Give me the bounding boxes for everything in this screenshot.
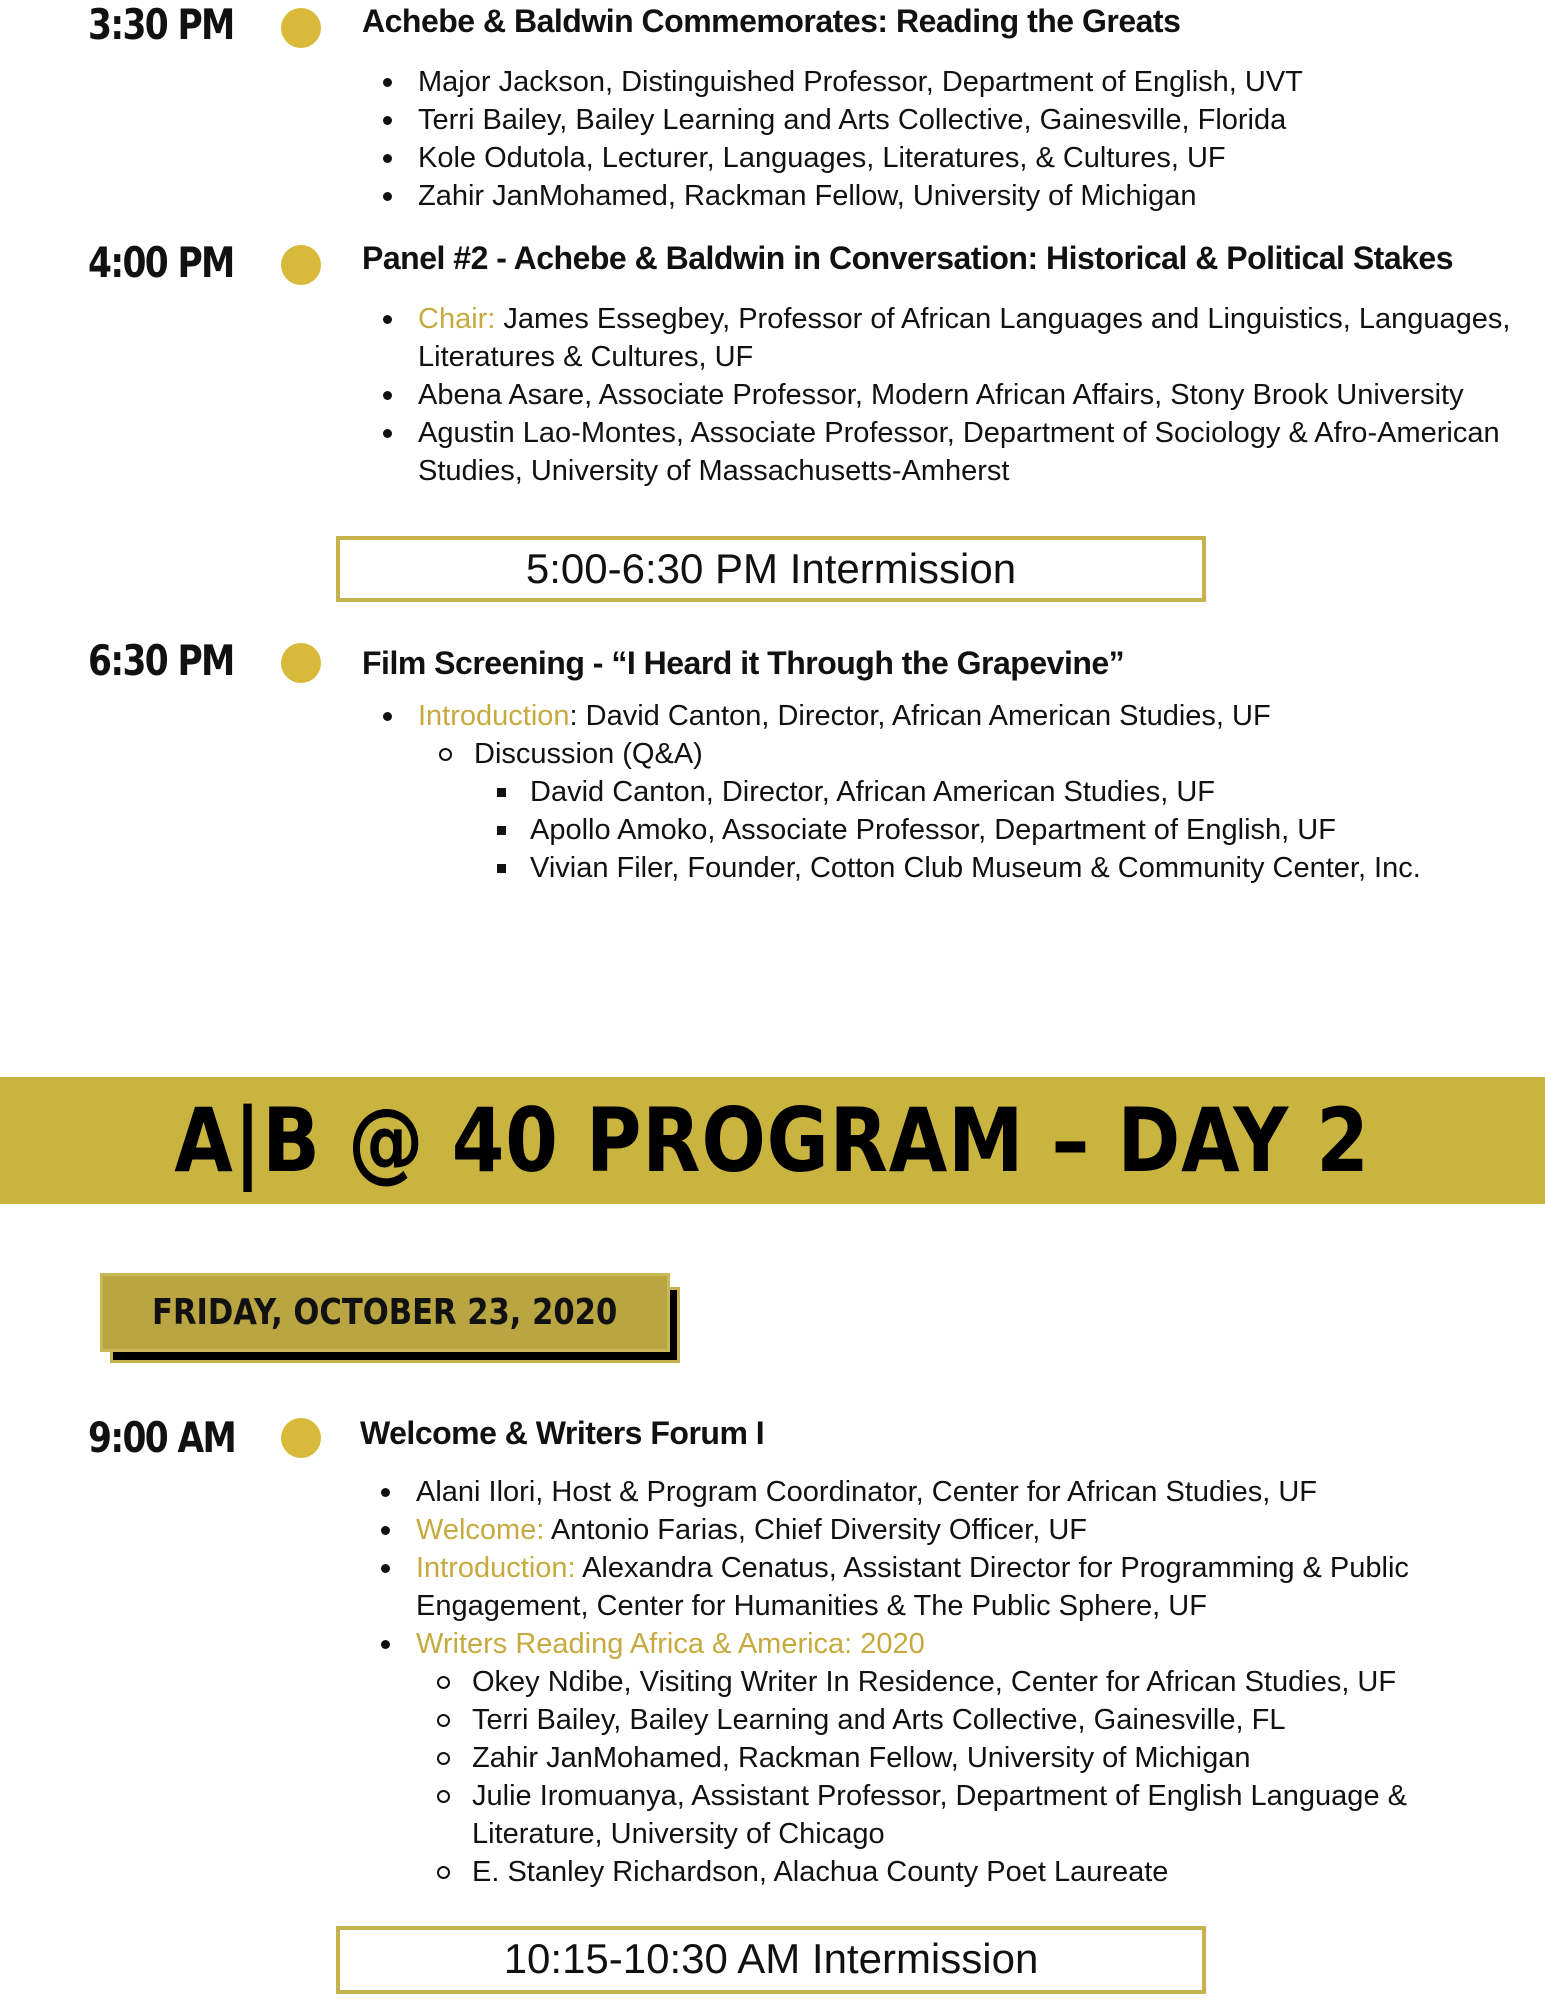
writer-item: Zahir JanMohamed, Rackman Fellow, University of Michigan <box>358 1739 1518 1777</box>
speaker-text: Alexandra Cenatus, Assistant Director for Programming & Public Engagement, Center for Humanities & The Public Sphere, UF <box>416 1552 1409 1622</box>
speaker-item: Kole Odutola, Lecturer, Languages, Literatures, & Cultures, UF <box>360 139 1520 177</box>
speaker-list <box>360 63 1520 215</box>
speaker-text: James Essegbey, Professor of African Languages and Linguistics, Languages, Literatures & Cultures, UF <box>418 303 1511 373</box>
timeline-dot-icon <box>281 643 321 683</box>
date-label: FRIDAY, OCTOBER 23, 2020 <box>152 1292 618 1333</box>
speaker-item: Major Jackson, Distinguished Professor, Department of English, UVT <box>360 63 1520 101</box>
speaker-item: Terri Bailey, Bailey Learning and Arts Collective, Gainesville, Florida <box>360 101 1520 139</box>
role-label: Welcome: <box>416 1514 545 1546</box>
speaker-item <box>360 697 1520 735</box>
panelist-item: David Canton, Director, African American Studies, UF <box>360 773 1520 811</box>
timeline-dot-icon <box>281 8 321 48</box>
speaker-item <box>358 1549 1518 1625</box>
writer-item: Terri Bailey, Bailey Learning and Arts Collective, Gainesville, FL <box>358 1701 1518 1739</box>
session-time: 9:00 AM <box>88 1413 236 1462</box>
role-label: Introduction <box>418 700 570 732</box>
writers-heading: Writers Reading Africa & America: 2020 <box>358 1625 1518 1663</box>
date-box <box>100 1273 670 1352</box>
day-banner <box>0 1077 1545 1204</box>
session-title: Film Screening - “I Heard it Through the Grapevine” <box>362 645 1125 681</box>
speaker-item <box>358 1511 1518 1549</box>
writer-item: E. Stanley Richardson, Alachua County Poet Laureate <box>358 1853 1518 1891</box>
role-label: Introduction: <box>416 1552 576 1584</box>
session-time: 4:00 PM <box>88 238 234 287</box>
session-time: 3:30 PM <box>88 0 234 49</box>
writer-item: Julie Iromuanya, Assistant Professor, Department of English Language & Literature, University of Chicago <box>358 1777 1518 1853</box>
speaker-item: Zahir JanMohamed, Rackman Fellow, University of Michigan <box>360 177 1520 215</box>
timeline-dot-icon <box>281 1418 321 1458</box>
intermission-box: 10:15-10:30 AM Intermission <box>336 1926 1206 1994</box>
writer-item: Okey Ndibe, Visiting Writer In Residence, Center for African Studies, UF <box>358 1663 1518 1701</box>
speaker-text: : David Canton, Director, African American Studies, UF <box>569 700 1271 732</box>
speaker-item: Alani Ilori, Host & Program Coordinator, Center for African Studies, UF <box>358 1473 1518 1511</box>
session-time: 6:30 PM <box>88 636 234 685</box>
panelist-item: Apollo Amoko, Associate Professor, Department of English, UF <box>360 811 1520 849</box>
panelist-item: Vivian Filer, Founder, Cotton Club Museum & Community Center, Inc. <box>360 849 1520 887</box>
session-title: Panel #2 - Achebe & Baldwin in Conversation: Historical & Political Stakes <box>362 240 1454 276</box>
banner-title: A|B @ 40 PROGRAM – DAY 2 <box>174 1089 1371 1192</box>
speaker-list <box>360 697 1520 887</box>
speaker-item: Abena Asare, Associate Professor, Modern African Affairs, Stony Brook University <box>360 376 1520 414</box>
speaker-item: Agustin Lao-Montes, Associate Professor, Department of Sociology & Afro-American Studies, University of Massachusetts-Amherst <box>360 414 1520 490</box>
timeline-dot-icon <box>281 245 321 285</box>
speaker-item <box>360 300 1520 376</box>
speaker-list <box>358 1473 1518 1891</box>
speaker-list <box>360 300 1520 490</box>
session-title: Achebe & Baldwin Commemorates: Reading the Greats <box>362 3 1181 39</box>
discussion-item: Discussion (Q&A) <box>360 735 1520 773</box>
role-label: Chair: <box>418 303 496 335</box>
speaker-text: Antonio Farias, Chief Diversity Officer, UF <box>544 1514 1087 1546</box>
session-title: Welcome & Writers Forum I <box>360 1415 765 1451</box>
intermission-box: 5:00-6:30 PM Intermission <box>336 536 1206 602</box>
